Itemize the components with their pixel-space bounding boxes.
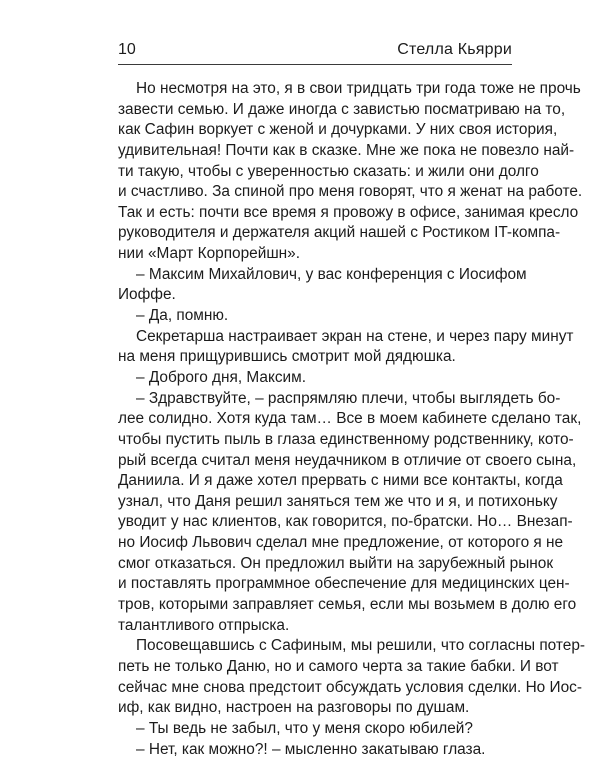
running-header <box>118 38 512 65</box>
text-line: Посовещавшись с Сафиным, мы решили, что согласны потер- <box>118 636 512 657</box>
text-line: завести семью. И даже иногда с завистью посматриваю на то, <box>118 100 512 121</box>
text-line: ти такую, чтобы с уверенностью сказать: и жили они долго <box>118 162 512 183</box>
text-line: – Нет, как можно?! – мысленно закатываю глаза. <box>118 740 512 760</box>
running-title: Стелла Кьярри <box>397 40 512 60</box>
text-line: – Здравствуйте, – распрямляю плечи, чтобы выглядеть бо- <box>118 389 512 410</box>
body-text <box>118 79 512 760</box>
text-line: тров, которыми заправляет семья, если мы возьмем в долю его <box>118 595 512 616</box>
text-line: уводит у нас клиентов, как говорится, по-братски. Но… Внезап- <box>118 512 512 533</box>
text-line: иф, как видно, настроен на разговоры по душам. <box>118 698 512 719</box>
text-line: сейчас мне снова предстоит обсуждать условия сделки. Но Иос- <box>118 678 512 699</box>
text-line: чтобы пустить пыль в глаза единственному родственнику, кото- <box>118 430 512 451</box>
text-line: руководителя и держателя акций нашей с Ростиком IT-компа- <box>118 223 512 244</box>
page-number: 10 <box>118 40 136 60</box>
text-line: петь не только Даню, но и самого черта за такие бабки. И вот <box>118 657 512 678</box>
text-line: нии «Март Корпорейшн». <box>118 244 512 265</box>
text-line: лее солидно. Хотя куда там… Все в моем кабинете сделано так, <box>118 409 512 430</box>
text-line: – Доброго дня, Максим. <box>118 368 512 389</box>
text-line: как Сафин воркует с женой и дочурками. У них своя история, <box>118 120 512 141</box>
text-line: талантливого отпрыска. <box>118 616 512 637</box>
text-line: узнал, что Даня решил заняться тем же что и я, и потихоньку <box>118 492 512 513</box>
text-line: Но несмотря на это, я в свои тридцать три года тоже не прочь <box>118 79 512 100</box>
text-line: Так и есть: почти все время я провожу в офисе, занимая кресло <box>118 203 512 224</box>
text-line: и счастливо. За спиной про меня говорят, что я женат на работе. <box>118 182 512 203</box>
text-line: смог отказаться. Он предложил выйти на зарубежный рынок <box>118 554 512 575</box>
text-line: но Иосиф Львович сделал мне предложение, от которого я не <box>118 533 512 554</box>
text-line: – Да, помню. <box>118 306 512 327</box>
text-line: – Максим Михайлович, у вас конференция с Иосифом <box>118 265 512 286</box>
text-line: – Ты ведь не забыл, что у меня скоро юбилей? <box>118 719 512 740</box>
text-line: и поставлять программное обеспечение для медицинских цен- <box>118 574 512 595</box>
text-line: на меня прищурившись смотрит мой дядюшка. <box>118 347 512 368</box>
text-line: Секретарша настраивает экран на стене, и через пару минут <box>118 327 512 348</box>
text-line: рый всегда считал меня неудачником в отличие от своего сына, <box>118 451 512 472</box>
text-line: Иоффе. <box>118 285 512 306</box>
text-line: Даниила. И я даже хотел прервать с ними все контакты, когда <box>118 471 512 492</box>
text-line: удивительная! Почти как в сказке. Мне же пока не повезло най- <box>118 141 512 162</box>
